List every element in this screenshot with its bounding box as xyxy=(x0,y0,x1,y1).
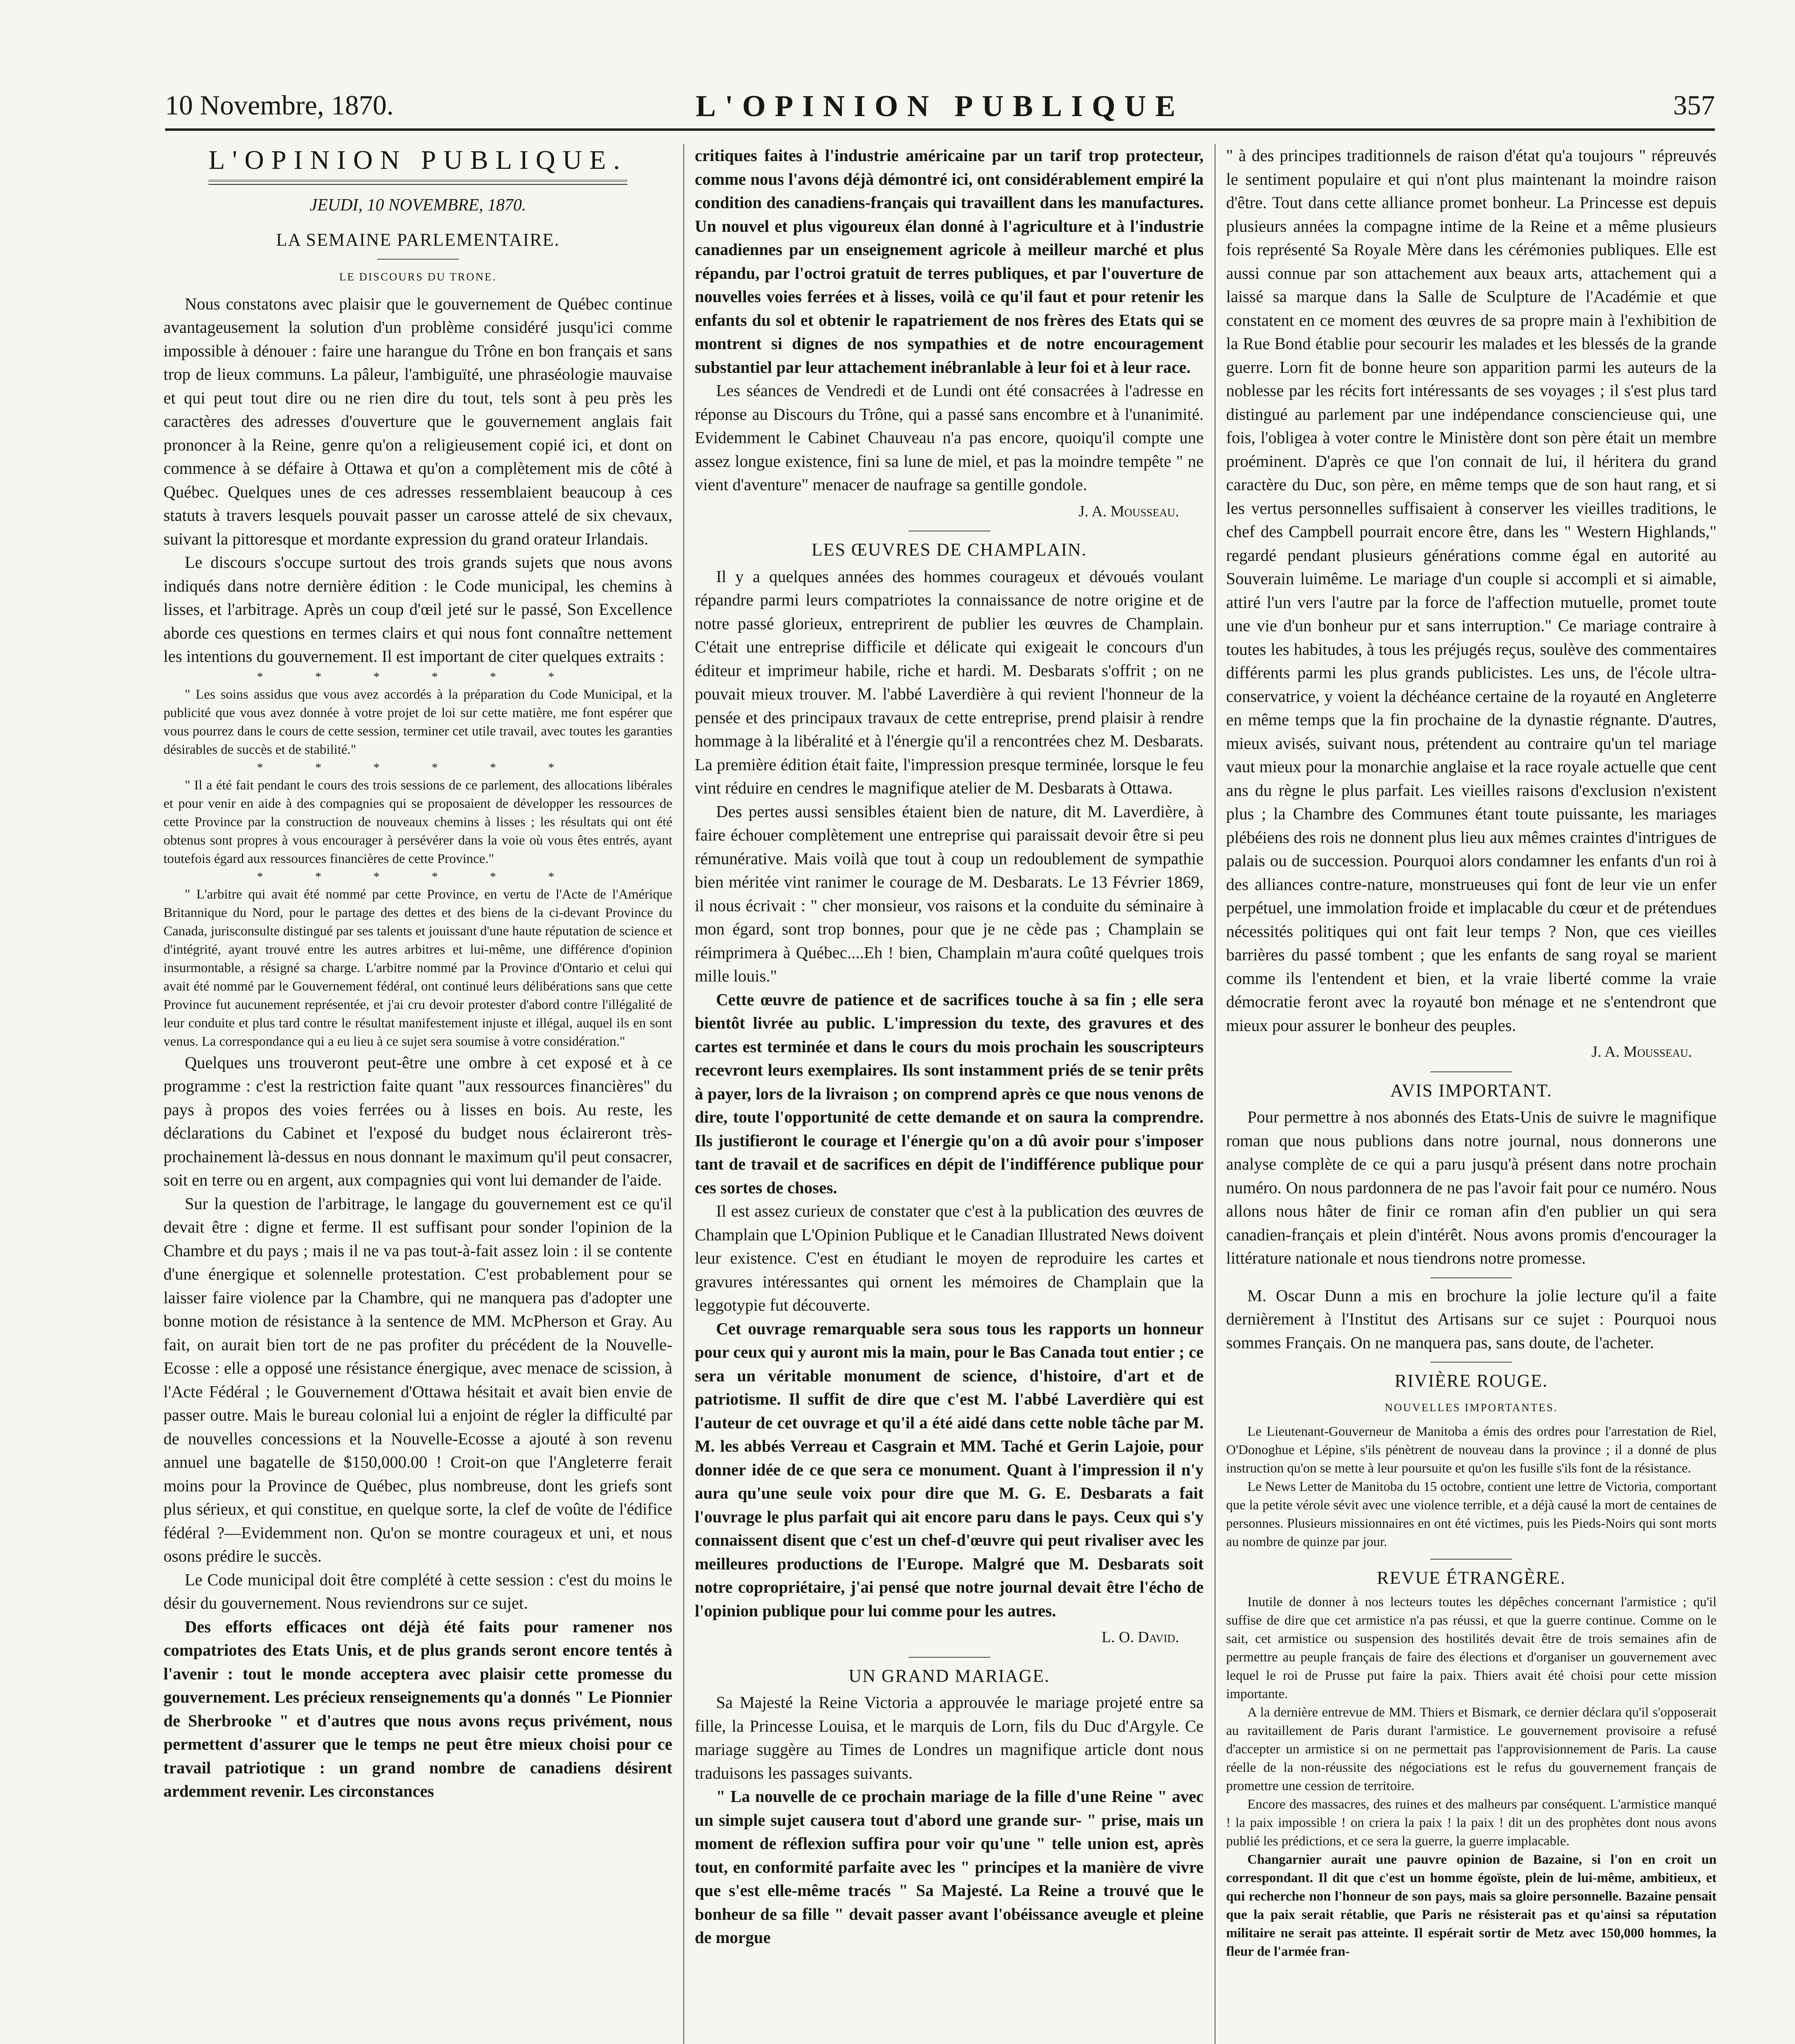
paragraph: Le Code municipal doit être complété à cette session : c'est du moins le désir du gouvernement. Nous reviendrons sur ce sujet. xyxy=(163,1570,672,1612)
separator xyxy=(909,1657,990,1658)
signature: J. A. Mousseau. xyxy=(1079,502,1179,520)
article-title: AVIS IMPORTANT. xyxy=(1390,1080,1553,1100)
separator xyxy=(1430,1559,1512,1560)
article-subtitle: NOUVELLES IMPORTANTES. xyxy=(1385,1401,1558,1414)
paragraph: Changarnier aurait une pauvre opinion de Bazaine, si l'on en croit un correspondant. Il dit que c'est un homme égoïste, plein de lui-même, ambitieux, et qui recherche non l'honneur de son pays, mais sa gloire personnelle. Bazaine pensait que la paix serait rétablie, que Paris ne résisterait pas et qu'ainsi sa réputation militaire ne serait pas atteinte. Il espérait sortir de Metz avec 150,000 hommes, la fleur de l'armée fran- xyxy=(1226,1852,1717,1959)
paragraph: Le Lieutenant-Gouverneur de Manitoba a émis des ordres pour l'arrestation de Riel, O'Donoghue et Lépine, s'ils pénètrent de nouveau dans la province ; il a donné de plus instruction qu'on se mette à leur poursuite et qu'on les fusille s'ils font de la résistance. xyxy=(1226,1424,1717,1476)
paragraph: Les séances de Vendredi et de Lundi ont été consacrées à l'adresse en réponse au Discours du Trône, qui a passé sans encombre et à l'unanimité. Evidemment le Cabinet Chauveau n'a pas encore, quoiqu'il compte une assez longue existence, fini sa lune de miel, et pas la moindre tempête " ne vient d'aventure" menacer de naufrage sa gentille gondole. xyxy=(695,381,1204,494)
paragraph: Quelques uns trouveront peut-être une ombre à cet exposé et à ce programme : c'est la restriction faite quant "aux ressources financières" du pays à propos des voies ferrées ou à lisses en bois. Au reste, les déclarations du Cabinet et l'exposé du budget nous éclaireront très-prochainement là-dessus en nous donnant le maximum qu'il peut consacrer, soit en terre ou en argent, aux compagnies qui vont lui demander de l'aide. xyxy=(163,1053,672,1189)
quotation: " L'arbitre qui avait été nommé par cette Province, en vertu de l'Acte de l'Amérique Britannique du Nord, pour le partage des dettes et des biens de la ci-devant Province du Canada, jurisconsulte distingué par ses talents et jouissant d'une haute réputation de science et d'intégrité, ayant trouvé entre les autres arbitres et lui-même, une différence d'opinion insurmontable, a résigné sa charge. L'arbitre nommé par la Province d'Ontario et celui qui avait été nommé par le Gouvernement fédéral, ont continué leurs délibérations sans que cette Province fut aucunement représentée, et j'ai cru devoir protester d'abord contre l'illégalité de leur conduite et plus tard contre le résultat manifestement injuste et illégal, auquel ils en sont venus. La correspondance qui a eu lieu à ce sujet sera soumise à votre considération." xyxy=(163,887,672,1049)
page-number: 357 xyxy=(1673,90,1715,121)
paragraph: Cette œuvre de patience et de sacrifices touche à sa fin ; elle sera bientôt livrée au public. L'impression du texte, des gravures et des cartes est terminée et dans le cours du mois prochain les souscripteurs recevront leurs exemplaires. Ils sont instamment priés de se tenir prêts à payer, lors de la livraison ; on comprend après ce que nous venons de dire, toute l'opportunité de cette demande et on saura la comprendre. Ils justifieront le courage et l'énergie qu'on a dû avoir pour s'imposer tant de travail et de sacrifices en dépit de l'indifférence publique pour ces sortes de choses. xyxy=(695,990,1204,1197)
signature: L. O. David. xyxy=(1101,1629,1179,1646)
paragraph: M. Oscar Dunn a mis en brochure la jolie lecture qu'il a faite dernièrement à l'Institut des Artisans sur ce sujet : Pourquoi nous sommes Français. On ne manquera pas, sans doute, de l'acheter. xyxy=(1226,1286,1717,1352)
signature: J. A. Mousseau. xyxy=(1591,1043,1692,1060)
column-2 xyxy=(695,144,1204,2044)
dateline: JEUDI, 10 NOVEMBRE, 1870. xyxy=(309,196,526,215)
paragraph: " à des principes traditionnels de raison d'état qu'a toujours " répreuvés le sentiment populaire et qui n'ont plus maintenant la moindre raison d'être. Tout dans cette alliance promet bonheur. La Princesse est depuis plusieurs années la compagne intime de la Reine et a même plusieurs fois représenté Sa Royale Mère dans les cérémonies publiques. Elle est aussi connue par son attachement aux beaux arts, attachement qui a laissé sa marque dans la Salle de Sculpture de l'Académie et que constatent en ce moment des œuvres de sa propre main à l'exhibition de la Rue Bond établie pour secourir les malades et les blessés de la grande guerre. Lorn fit de bonne heure son apparition parmi les auteurs de la noblesse par les récits fort intéressants de ses voyages ; il s'est plus tard distingué au parlement par une indépendance consciencieuse qui, une fois, l'obligea à voter contre le Ministère dont son père était un membre proéminent. D'après ce que l'on connait de lui, il héritera du grand caractère du Duc, son père, en même temps que de son haut rang, et si les vertus personnelles suffisaient à conserver les vieilles traditions, le chef des Campbell pourrait encore être, dans les " Western Highlands," regardé pendant plusieurs générations comme égal en autorité au Souverain luimême. Le mariage d'un couple si accompli et si aimable, attiré l'un vers l'autre par la force de l'affection mutuelle, promet toute une vie d'un bonheur pur et sans interruption." Ce mariage contraire à toutes les habitudes, à tous les préjugés reçus, soulève des commentaires différents parmi les plus grands publicistes. Les uns, de l'école ultra-conservatrice, y voient la déchéance certaine de la royauté en Angleterre en même temps que la fin prochaine de la dynastie régnante. D'autres, mieux avisés, suivant nous, prétendent au contraire qu'un tel mariage vaut mieux pour la monarchie anglaise et la race royale actuelle que cent ans du règne le plus parfait. Les vieilles raisons d'exclusion n'existent plus ; la Chambre des Communes étant toute puissante, les mariages plébéiens des rois ne donnent plus lieu aux mêmes craintes d'intrigues de palais ou de succession. Pourquoi alors condamner les enfants d'un roi à des alliances contre-nature, monstrueuses qui font de leur vie un enfer perpétuel, une immolation froide et implacable du cœur et de prétendues nécessités politiques qui ont fait leur temps ? Non, que ces vieilles barrières du passé tombent ; que les enfants de sang royal se marient comme ils l'entendent et bien, et la vraie liberté comme la vraie démocratie feront avec la royauté bon ménage et ne s'entendront que mieux pour assurer le bonheur des peuples. xyxy=(1226,146,1717,1035)
quotation: " Il a été fait pendant le cours des trois sessions de ce parlement, des allocations libérales et pour venir en aide à des compagnies qui se proposaient de développer les ressources de cette Province par la construction de nouveaux chemins à lisses ; les résultats qui ont été obtenus sont propres à vous encourager à persévérer dans la voie où vous êtes entrés, ayant toutefois égard aux ressources financières de cette Province." xyxy=(163,778,672,866)
quotation: " Les soins assidus que vous avez accordés à la préparation du Code Municipal, et la publicité que vous avez donnée à votre projet de loi sur cette matière, me font espérer que vous pourrez dans le cours de cette session, terminer cet utile travail, avec toutes les garanties désirables de succès et de stabilité." xyxy=(163,687,672,757)
article-title: LA SEMAINE PARLEMENTAIRE. xyxy=(276,229,560,250)
paragraph: " La nouvelle de ce prochain mariage de la fille d'une Reine " avec un simple sujet causera tout d'abord une grande sur- " prise, mais un moment de réflexion suffira pour voir qu'une " telle union est, après tout, en conformité parfaite avec les " principes et la manière de vivre que s'est elle-même tracés " Sa Majesté. La Reine a trouvé que le bonheur de sa fille " devait passer avant l'obéissance aveugle et pleine de morgue xyxy=(695,1787,1204,1947)
article-title: LES ŒUVRES DE CHAMPLAIN. xyxy=(811,540,1087,560)
paragraph: Pour permettre à nos abonnés des Etats-Unis de suivre le magnifique roman que nous publions dans notre journal, nous donnerons une analyse complète de ce qui a paru jusqu'à présent dans notre prochain numéro. On nous pardonnera de ne pas l'avoir fait pour ce numéro. Nous allons nous hâter de finir ce roman afin d'en publier un qui sera canadien-français et plein d'intérêt. Nous avons promis d'encourager la littérature nationale et nous tiendrons notre promesse. xyxy=(1226,1107,1717,1267)
paragraph: critiques faites à l'industrie américaine par un tarif trop protecteur, comme nous l'avons déjà démontré ici, ont considérablement empiré la condition des canadiens-français qui travaillent dans les manufactures. Un nouvel et plus vigoureux élan donné à l'agriculture et à l'industrie canadiennes par un enseignement agricole à meilleur marché et plus répandu, par l'octroi gratuit de terres publiques, et par l'ouverture de nouvelles voies ferrées et à lisses, voilà ce qu'il faut et pour retenir les enfants du sol et obtenir le rapatriement de nos frères des Etats qui se montrent si dignes de nos sympathies et de notre encouragement substantiel par leur attachement inébranlable à leur foi et à leur race. xyxy=(695,146,1204,377)
paragraph: Sa Majesté la Reine Victoria a approuvée le mariage projeté entre sa fille, la Princesse Louisa, et le marquis de Lorn, fils du Duc d'Argyle. Ce mariage suggère au Times de Londres un magnifique article dont nous traduisons les passages suivants. xyxy=(695,1693,1204,1782)
column-1 xyxy=(163,144,672,2044)
paragraph: Le News Letter de Manitoba du 15 octobre, contient une lettre de Victoria, comportant que la petite vérole sévit avec une violence terrible, et a déjà causé la mort de centaines de personnes. Plusieurs missionnaires en ont été victimes, puis les Pieds-Noirs qui sont morts au nombre de quinze par jour. xyxy=(1226,1479,1717,1549)
column-divider xyxy=(683,144,684,2044)
newspaper-title: L'OPINION PUBLIQUE xyxy=(696,90,1184,123)
article-title: RIVIÈRE ROUGE. xyxy=(1394,1371,1548,1391)
ellipsis-stars: * * * * * * xyxy=(257,870,579,883)
masthead: L'OPINION PUBLIQUE. xyxy=(208,145,627,175)
paragraph: Il est assez curieux de constater que c'est à la publication des œuvres de Champlain que L'Opinion Publique et le Canadian Illustrated News doivent leur existence. C'est en étudiant le moyen de reproduire les cartes et gravures intéressantes qui ornent les mémoires de Champlain que la leggotypie fut découverte. xyxy=(695,1201,1204,1314)
article-subtitle: LE DISCOURS DU TRONE. xyxy=(339,271,497,283)
paragraph: Encore des massacres, des ruines et des malheurs par conséquent. L'armistice manqué ! la paix impossible ! on criera la paix ! la paix ! dit un des prophètes dont nous avons publié les prédictions, et ce sera la guerre, la guerre implacable. xyxy=(1226,1797,1717,1849)
paragraph: Le discours s'occupe surtout des trois grands sujets que nous avons indiqués dans notre dernière édition : le Code municipal, les chemins à lisses, et l'arbitrage. Après un coup d'œil jeté sur le passé, Son Excellence aborde ces questions en termes clairs et qui nous font connaître nettement les intentions du gouvernement. Il est important de citer quelques extraits : xyxy=(163,553,672,666)
paragraph: Sur la question de l'arbitrage, le langage du gouvernement est ce qu'il devait être : digne et ferme. Il est suffisant pour sonder l'opinion de la Chambre et du pays ; mais il ne va pas tout-à-fait assez loin : il se contente d'une énergique et solennelle protestation. C'est probablement pour se laisser faire violence par la Chambre, qui ne manquera pas d'adopter une bonne motion de résistance à la sentence de MM. McPherson et Gray. Au fait, on aurait bien tort de ne pas profiter du précédent de la Nouvelle-Ecosse : elle a opposé une résistance énergique, avec menace de scission, à l'Acte Fédéral ; le Gouvernement d'Ottawa hésitait et avait bien envie de passer outre. Mais le bureau colonial lui a enjoint de régler la difficulté par de nouvelles concessions et la Nouvelle-Ecosse a ajouté à son revenu annuel une bagatelle de $150,000.00 ! Croit-on que l'Angleterre ferait moins pour la Province de Québec, plus nombreuse, dont les griefs sont plus sérieux, et qui constitue, en quelque sorte, la clef de voûte de l'édifice fédéral ?—Evidemment non. Qu'on se montre courageux et uni, et nous osons prédire le succès. xyxy=(163,1194,672,1565)
ellipsis-stars: * * * * * * xyxy=(257,760,579,774)
paragraph: Des pertes aussi sensibles étaient bien de nature, dit M. Laverdière, à faire échouer complètement une entreprise qui paraissait devoir être si peu rémunérative. Mais voilà que tout à coup un redoublement de sympathie bien méritée vint ranimer le courage de M. Desbarats. Le 13 Février 1869, il nous écrivait : " cher monsieur, vos raisons et la conduite du séminaire à mon égard, sont trop bonnes, pour que je ne cède pas ; Champlain se réimprimera à Québec....Eh ! bien, Champlain m'aura coûté quelques trois mille louis." xyxy=(695,802,1204,985)
separator xyxy=(1430,1071,1512,1072)
running-head xyxy=(165,89,1715,134)
article-title: REVUE ÉTRANGÈRE. xyxy=(1376,1568,1566,1588)
article-title: UN GRAND MARIAGE. xyxy=(848,1665,1050,1686)
paragraph: Inutile de donner à nos lecteurs toutes les dépêches concernant l'armistice ; qu'il suffise de dire que cet armistice n'a pas réussi, et que la guerre continue. Comme on le sait, cet armistice ou suspension des hostilités devait être de trois semaines afin de permettre au peuple français de faire des élections et d'organiser un gouvernement avec lequel le roi de Prusse put faire la paix. Thiers avait été choisi pour cette mission importante. xyxy=(1226,1594,1717,1701)
paragraph: Cet ouvrage remarquable sera sous tous les rapports un honneur pour ceux qui y auront mis la main, pour le Bas Canada tout entier ; ce sera un véritable monument de science, d'histoire, d'art et de patriotisme. Il suffit de dire que c'est M. l'abbé Laverdière qui est l'auteur de cet ouvrage et qu'il a été aidé dans cette noble tâche par M. M. les abbés Verreau et Casgrain et MM. Taché et Gerin Lajoie, pour donner idée de ce que sera ce monument. Quant à l'impression il n'y aura qu'une seule voix pour dire que M. G. E. Desbarats a fait l'ouvrage le plus parfait qui ait encore paru dans le pays. Ceux qui s'y connaissent disent que c'est un chef-d'œuvre qui peut rivaliser avec les meilleures productions de l'Europe. Malgré que M. Desbarats soit notre copropriétaire, j'ai pensé que notre journal devait être l'écho de l'opinion publique pour lui comme pour les autres. xyxy=(695,1319,1204,1620)
top-rule xyxy=(165,128,1715,131)
paragraph: Nous constatons avec plaisir que le gouvernement de Québec continue avantageusement la solution d'un problème considéré jusqu'ici comme impossible à dénouer : faire une harangue du Trône en bon français et sans trop de lieux communs. La pâleur, l'ambiguïté, une phraséologie mauvaise et qui peut tout dire ou ne rien dire du tout, tels sont à peu près les caractères des adresses d'ouverture que le gouvernement anglais fait prononcer à la Reine, genre qu'on a religieusement copié ici, et dont on commence à se défaire à Ottawa et qu'on a complètement mis de côté à Québec. Quelques unes de ces adresses ressemblaient beaucoup à ces statuts à travers lesquels pouvait passer un carosse attelé de six chevaux, suivant la pittoresque et mordante expression du grand orateur Irlandais. xyxy=(163,294,672,548)
ellipsis-stars: * * * * * * xyxy=(257,670,579,684)
paragraph: Des efforts efficaces ont déjà été faits pour ramener nos compatriotes des Etats Unis, et de plus grands seront encore tentés à l'avenir : tout le monde acceptera avec plaisir cette promesse du gouvernement. Les précieux renseignements qu'a donnés " Le Pionnier de Sherbrooke " et d'autres que nous avons reçus privément, nous permettent d'assurer que le temps ne peut être mieux choisi pour ce travail patriotique : un grand nombre de canadiens désirent ardemment revenir. Les circonstances xyxy=(163,1617,672,1800)
issue-date: 10 Novembre, 1870. xyxy=(165,90,394,121)
separator xyxy=(377,259,459,260)
masthead-rule xyxy=(208,180,627,185)
paragraph: A la dernière entrevue de MM. Thiers et Bismark, ce dernier déclara qu'il s'opposerait au ravitaillement de Paris durant l'armistice. Le gouvernement provisoire a refusé d'accepter un armistice si on ne permettait pas l'approvisionnement de Paris. La cause réelle de la non-réussite des négociations est le refus du gouvernement français de promettre une cession de territoire. xyxy=(1226,1705,1717,1793)
column-3 xyxy=(1226,144,1717,2044)
separator xyxy=(1430,1362,1512,1363)
paragraph: Il y a quelques années des hommes courageux et dévoués voulant répandre parmi leurs compatriotes la connaissance de notre origine et de notre passé glorieux, entreprirent de publier les œuvres de Champlain. C'était une entreprise difficile et délicate qui exigeait le concours d'un éditeur et imprimeur habile, riche et hardi. M. Desbarats s'offrit ; on ne pouvait mieux trouver. M. l'abbé Laverdière à qui revient l'honneur de la pensée et des principaux travaux de cette entreprise, prend plaisir à rendre hommage à la libéralité et à l'énergie qu'il a rencontrées chez M. Desbarats. La première édition était faite, l'impression presque terminée, lorsque le feu vint réduire en cendres le magnifique atelier de M. Desbarats à Ottawa. xyxy=(695,567,1204,797)
